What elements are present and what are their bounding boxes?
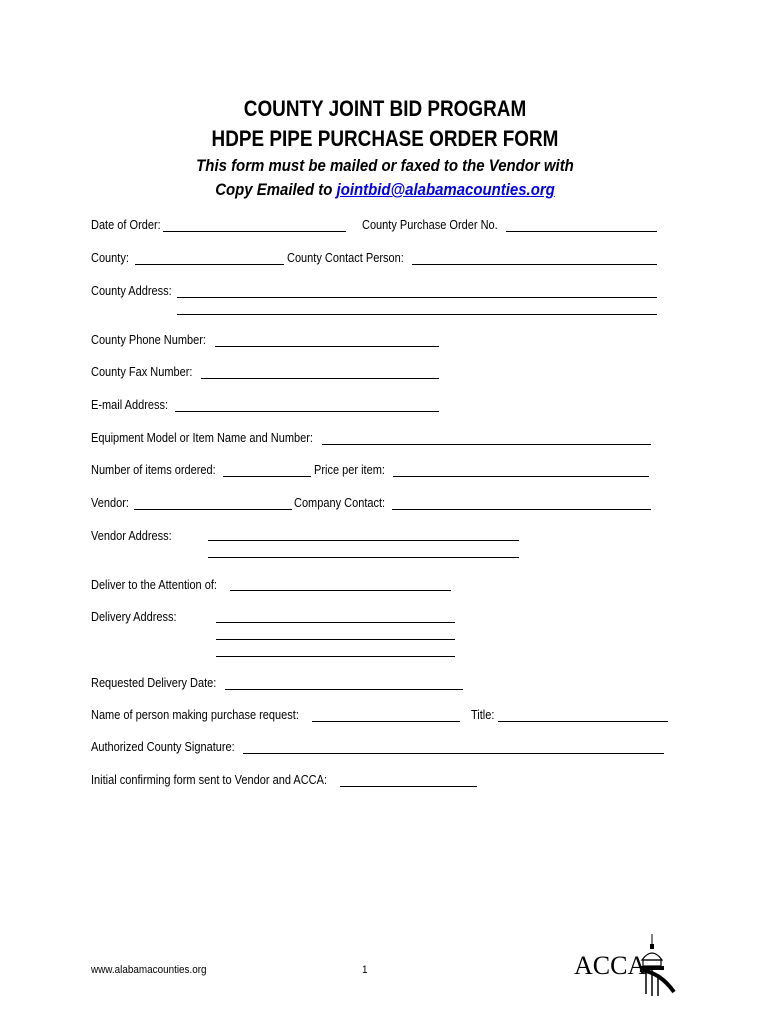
delivery-address-field-2[interactable] [216,639,455,640]
form-instructions-line2 [46,180,724,200]
form-title-line2: HDPE PIPE PURCHASE ORDER FORM [211,126,559,151]
vendor-address-label: Vendor Address: [91,529,172,543]
county-fax-field[interactable] [201,378,439,379]
vendor-field[interactable] [134,509,292,510]
footer-website: www.alabamacounties.org [91,964,207,976]
name-person-field[interactable] [312,721,460,722]
number-items-label: Number of items ordered: [91,463,216,477]
form-instructions-line1: This form must be mailed or faxed to the Vendor with [196,156,574,175]
initial-confirming-field[interactable] [340,786,477,787]
vendor-address-field-1[interactable] [208,540,519,541]
authorized-signature-field[interactable] [243,753,664,754]
delivery-address-field-1[interactable] [216,622,455,623]
number-items-field[interactable] [223,476,311,477]
page-number: 1 [362,964,368,976]
county-field[interactable] [135,264,284,265]
name-person-label: Name of person making purchase request: [91,708,299,722]
county-phone-field[interactable] [215,346,439,347]
instructions-prefix: Copy Emailed to [215,180,337,199]
email-address-label: E-mail Address: [91,398,169,412]
deliver-attention-label: Deliver to the Attention of: [91,578,217,592]
form-title-line1: COUNTY JOINT BID PROGRAM [243,96,527,121]
delivery-address-label: Delivery Address: [91,610,177,624]
initial-confirming-label: Initial confirming form sent to Vendor and ACCA: [91,773,328,787]
price-per-item-label: Price per item: [314,463,385,477]
email-address-field[interactable] [175,411,439,412]
company-contact-field[interactable] [392,509,651,510]
equipment-model-label: Equipment Model or Item Name and Number: [91,431,313,445]
date-of-order-label: Date of Order: [91,218,161,232]
equipment-model-field[interactable] [322,444,651,445]
title-field[interactable] [498,721,668,722]
capitol-dome-icon [570,930,680,1000]
title-label: Title: [471,708,495,722]
delivery-address-field-3[interactable] [216,656,455,657]
county-po-field[interactable] [506,231,657,232]
county-address-field-2[interactable] [177,314,657,315]
requested-delivery-field[interactable] [225,689,463,690]
logo-text: ACCA [574,951,647,980]
vendor-label: Vendor: [91,496,129,510]
date-of-order-field[interactable] [163,231,346,232]
authorized-signature-label: Authorized County Signature: [91,740,235,754]
county-address-field-1[interactable] [177,297,657,298]
county-contact-field[interactable] [412,264,657,265]
vendor-address-field-2[interactable] [208,557,519,558]
email-link[interactable]: jointbid@alabamacounties.org [336,180,555,199]
company-contact-label: Company Contact: [294,496,386,510]
county-phone-label: County Phone Number: [91,333,206,347]
county-address-label: County Address: [91,284,172,298]
acca-logo [570,930,680,1000]
deliver-attention-field[interactable] [230,590,451,591]
county-po-label: County Purchase Order No. [362,218,498,232]
requested-delivery-label: Requested Delivery Date: [91,676,217,690]
county-contact-label: County Contact Person: [287,251,404,265]
price-per-item-field[interactable] [393,476,649,477]
county-fax-label: County Fax Number: [91,365,193,379]
county-label: County: [91,251,129,265]
